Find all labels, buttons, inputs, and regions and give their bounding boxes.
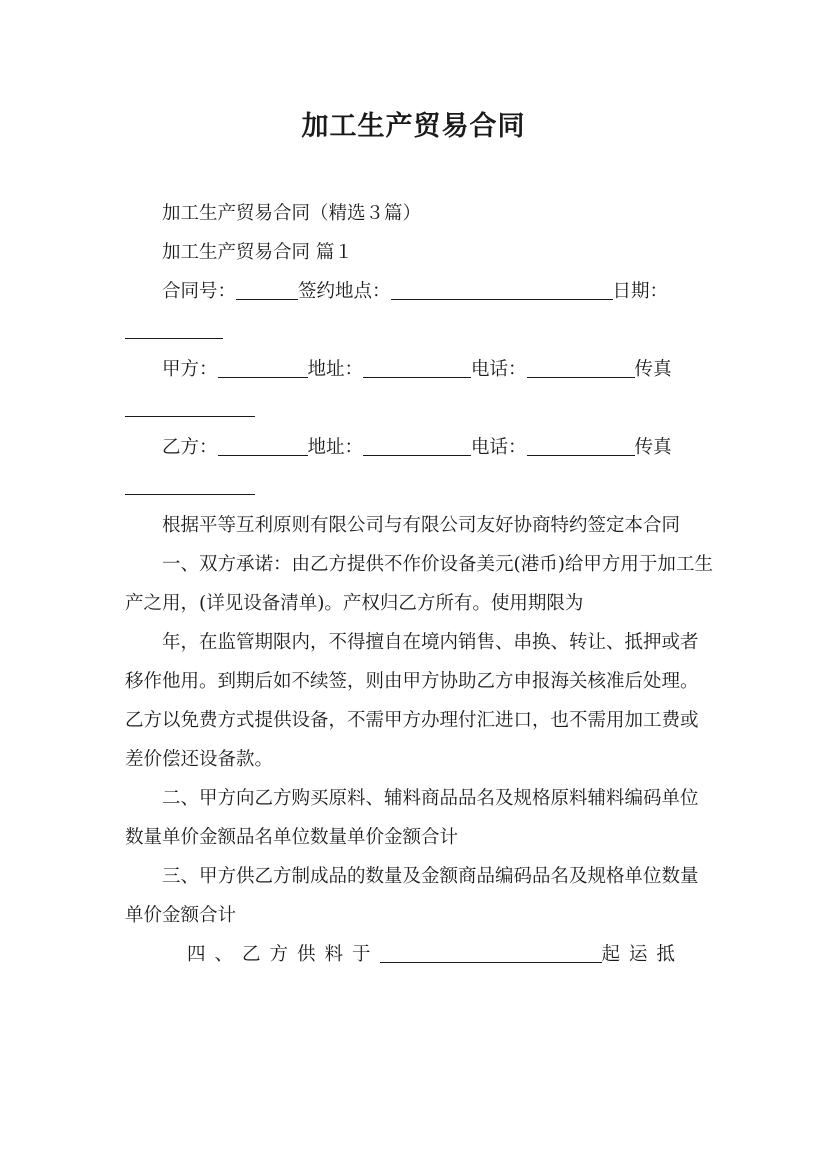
party-a-address-blank [363,357,471,378]
party-a-fax-label-1: 传 [634,359,654,380]
party-a-label: 甲方： [162,359,218,380]
party-b-address-blank [363,435,471,456]
contract-info-line [125,272,715,350]
clause-3: 三、甲方供乙方制成品的数量及金额商品编码品名及规格单位数量单价金额合计 [125,866,699,926]
party-b-line [125,428,715,506]
clause-4-start: 四、乙方供料于 [187,944,380,965]
clause-4-end: 起运抵 [601,944,685,965]
document-title: 加工生产贸易合同 [301,111,526,142]
clause-4-blank [380,942,602,963]
contract-no-label: 合同号： [162,281,237,302]
clause-2: 二、甲方向乙方购买原料、辅料商品品名及规格原料辅料编码单位数量单价金额品名单位数量单价金额合计 [125,788,699,848]
party-b-fax-blank [125,474,255,495]
party-b-phone-blank [527,435,635,456]
party-b-phone-label: 电话： [471,437,527,458]
date-blank [125,318,223,339]
party-b-address-label: 地址： [307,437,364,458]
party-b-label: 乙方： [162,437,218,458]
sign-place-blank [391,279,613,300]
intro-paragraph: 根据平等互利原则有限公司与有限公司友好协商特约签定本合同 [162,515,681,536]
party-a-phone-label: 电话： [471,359,527,380]
party-a-phone-blank [527,357,635,378]
subtitle: 加工生产贸易合同（精选３篇） [162,203,422,224]
clause-1: 一、双方承诺：由乙方提供不作价设备美元(港币)给甲方用于加工生产之用，(详见设备清单)。产权归乙方所有。使用期限为 [125,554,713,614]
party-b-fax-label-1: 传 [634,437,654,458]
party-a-address-label: 地址： [307,359,364,380]
sign-place-label: 签约地点： [298,281,391,302]
clause-1-continued: 年，在监管期限内，不得擅自在境内销售、串换、转让、抵押或者移作他用。到期后如不续签，则由甲方协助乙方申报海关核准后处理。乙方以免费方式提供设备，不需甲方办理付汇进口，也不需用加工费或差价偿还设备款。 [125,632,699,770]
party-a-fax-label-2: 真 [653,359,672,380]
party-a-fax-blank [125,396,255,417]
date-label: 日期： [612,281,669,302]
party-b-name-blank [218,435,308,456]
party-a-line [125,350,715,428]
document-body [125,194,715,974]
party-b-fax-label-2: 真 [653,437,672,458]
contract-no-blank [236,279,298,300]
clause-4 [125,935,715,974]
party-a-name-blank [218,357,308,378]
section-heading: 加工生产贸易合同 篇１ [162,242,353,263]
